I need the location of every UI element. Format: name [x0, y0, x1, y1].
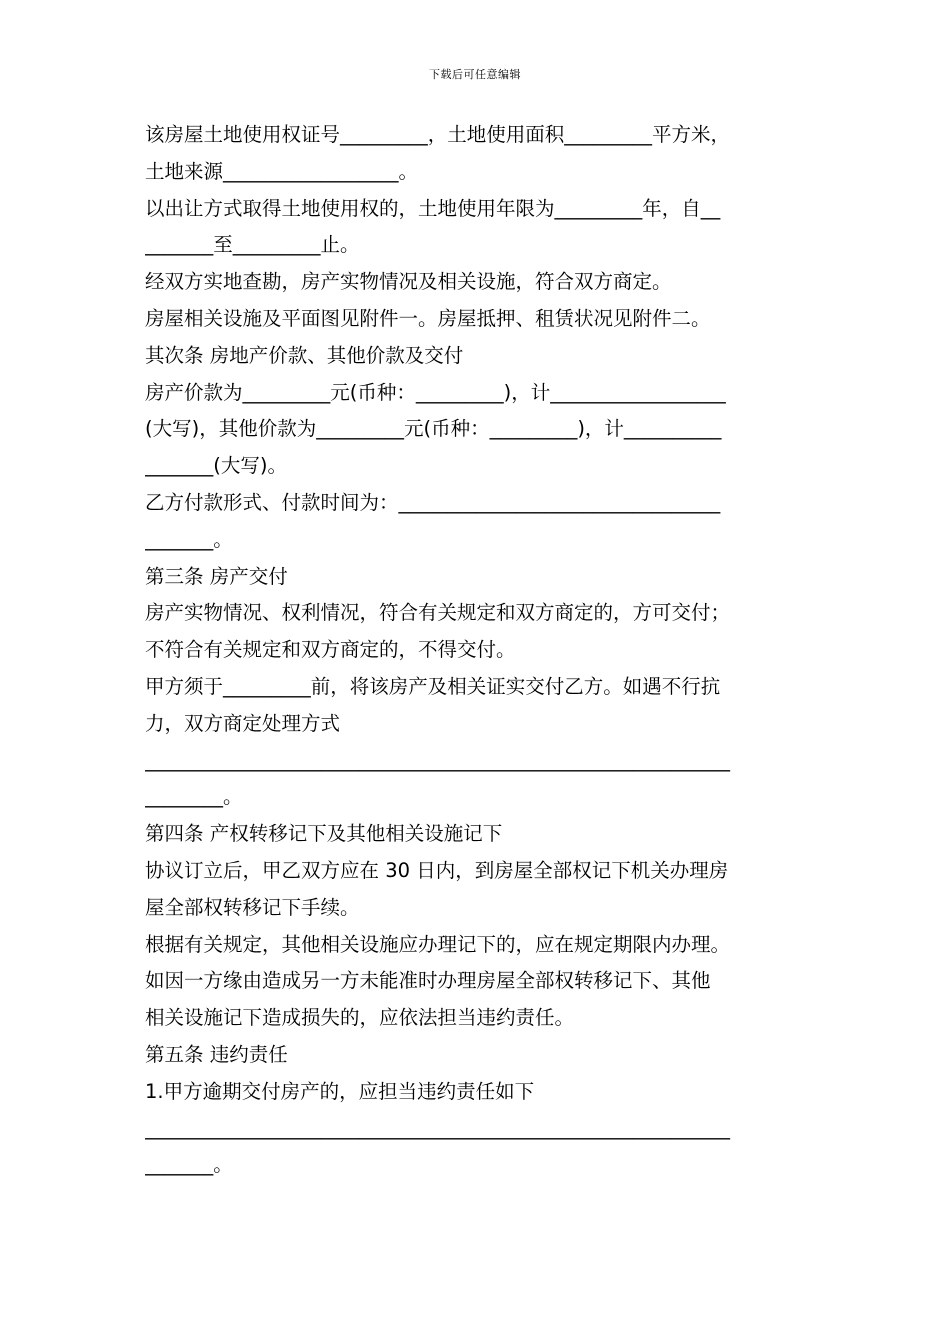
text-line: (大写)，其他价款为_________元(币种：_________)，计__________ [145, 417, 722, 441]
text-line: 该房屋土地使用权证号_________，土地使用面积_________平方米， [145, 123, 731, 146]
section-heading: 第三条 房产交付 [145, 564, 288, 588]
text-line: 以出让方式取得土地使用权的，土地使用年限为_________年，自__ [145, 196, 721, 220]
text-line: 乙方付款形式、付款时间为：_________________________________ [145, 490, 721, 514]
section-heading: 其次条 房地产价款、其他价款及交付 [145, 343, 464, 367]
section-heading: 第四条 产权转移记下及其他相关设施记下 [145, 822, 503, 846]
page-header: 下载后可任意编辑 [429, 68, 521, 81]
text-line: 屋全部权转移记下手续。 [145, 895, 360, 919]
blank-line: ____________________________________________________________ [145, 1116, 730, 1140]
text-line: 力，双方商定处理方式 [145, 711, 341, 735]
document-body [145, 117, 809, 1184]
text-line: _______。 [145, 527, 233, 551]
text-line: 相关设施记下造成损失的，应依法担当违约责任。 [145, 1006, 575, 1030]
text-line: _______(大写)。 [145, 454, 287, 478]
text-line: 房产价款为_________元(币种：_________)，计__________________ [145, 380, 726, 404]
text-line: 协议订立后，甲乙双方应在 30 日内，到房屋全部权记下机关办理房 [145, 858, 729, 882]
blank-line: ____________________________________________________________ [145, 748, 730, 772]
text-line: _______至_________止。 [145, 233, 360, 257]
text-line: 1.甲方逾期交付房产的，应担当违约责任如下 [145, 1079, 535, 1103]
text-line: 如因一方缘由造成另一方未能准时办理房屋全部权转移记下、其他 [145, 969, 711, 993]
text-line: 房产实物情况、权利情况，符合有关规定和双方商定的，方可交付； [145, 601, 731, 625]
text-line: _______。 [145, 1153, 233, 1177]
text-line: 土地来源__________________。 [145, 159, 419, 183]
section-heading: 第五条 违约责任 [145, 1042, 288, 1066]
text-line: ________。 [145, 785, 243, 809]
text-line: 不符合有关规定和双方商定的，不得交付。 [145, 638, 516, 662]
text-line: 根据有关规定，其他相关设施应办理记下的，应在规定期限内办理。 [145, 932, 731, 956]
text-line: 房屋相关设施及平面图见附件一。房屋抵押、租赁状况见附件二。 [145, 306, 711, 330]
text-line: 甲方须于_________前，将该房产及相关证实交付乙方。如遇不行抗 [145, 674, 721, 698]
text-line: 经双方实地查勘，房产实物情况及相关设施，符合双方商定。 [145, 270, 672, 294]
